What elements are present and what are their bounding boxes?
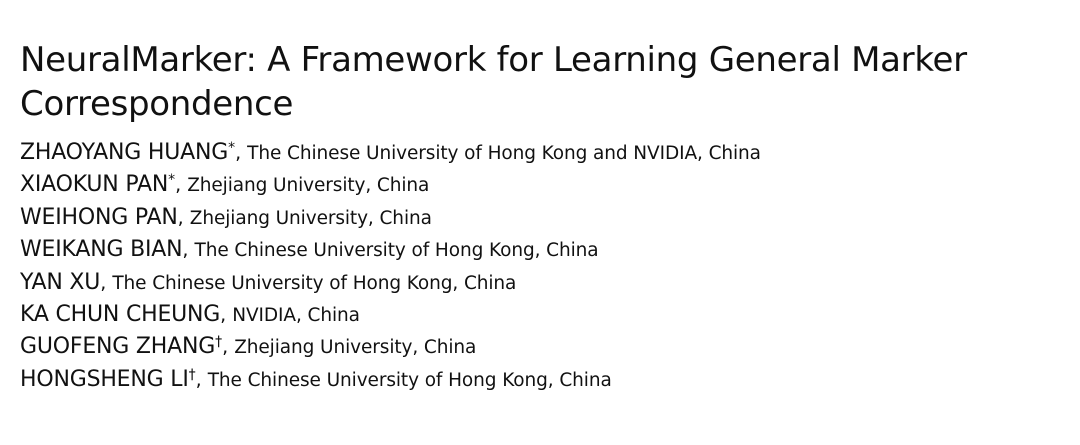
paper-title-line-1: NeuralMarker: A Framework for Learning General Marker [20,40,967,80]
author-affiliation: The Chinese University of Hong Kong, China [194,240,599,262]
author-entry [20,164,1060,196]
author-mark: † [215,334,223,351]
author-affiliation: The Chinese University of Hong Kong, China [112,272,517,294]
author-separator: , [100,271,113,294]
paper-header [20,38,1060,391]
author-name: HONGSHENG LI [20,366,189,392]
author-mark: * [228,140,236,156]
author-separator: , [235,142,248,164]
author-separator: , [175,174,188,197]
author-entry [20,294,1060,326]
author-affiliation: NVIDIA, China [232,304,360,326]
author-separator: , [177,206,190,229]
author-name: KA CHUN CHEUNG [20,301,221,327]
author-separator: , [222,336,235,359]
author-entry [20,132,1060,164]
author-separator: , [182,239,195,262]
author-name: YAN XU [20,269,101,295]
author-mark: * [168,172,176,189]
author-separator: , [220,303,233,326]
author-entry [20,262,1060,294]
author-entry [20,197,1060,229]
author-affiliation: The Chinese University of Hong Kong and NVIDIA, China [247,143,761,164]
paper-title-line-2: Correspondence [20,84,294,124]
author-affiliation: Zhejiang University, China [234,337,477,359]
author-name: XIAOKUN PAN [20,172,169,198]
author-name: GUOFENG ZHANG [20,334,216,360]
author-name: ZHAOYANG HUANG [20,140,229,165]
author-name: WEIHONG PAN [20,204,178,230]
author-separator: , [195,368,208,391]
author-entry [20,359,1060,391]
author-mark: † [188,366,196,383]
author-name: WEIKANG BIAN [20,237,183,263]
paper-title [20,38,1060,126]
author-entry [20,229,1060,261]
author-list [20,132,1060,391]
author-affiliation: Zhejiang University, China [189,207,432,229]
author-entry [20,326,1060,358]
author-affiliation: Zhejiang University, China [187,175,430,197]
author-affiliation: The Chinese University of Hong Kong, China [207,369,612,391]
